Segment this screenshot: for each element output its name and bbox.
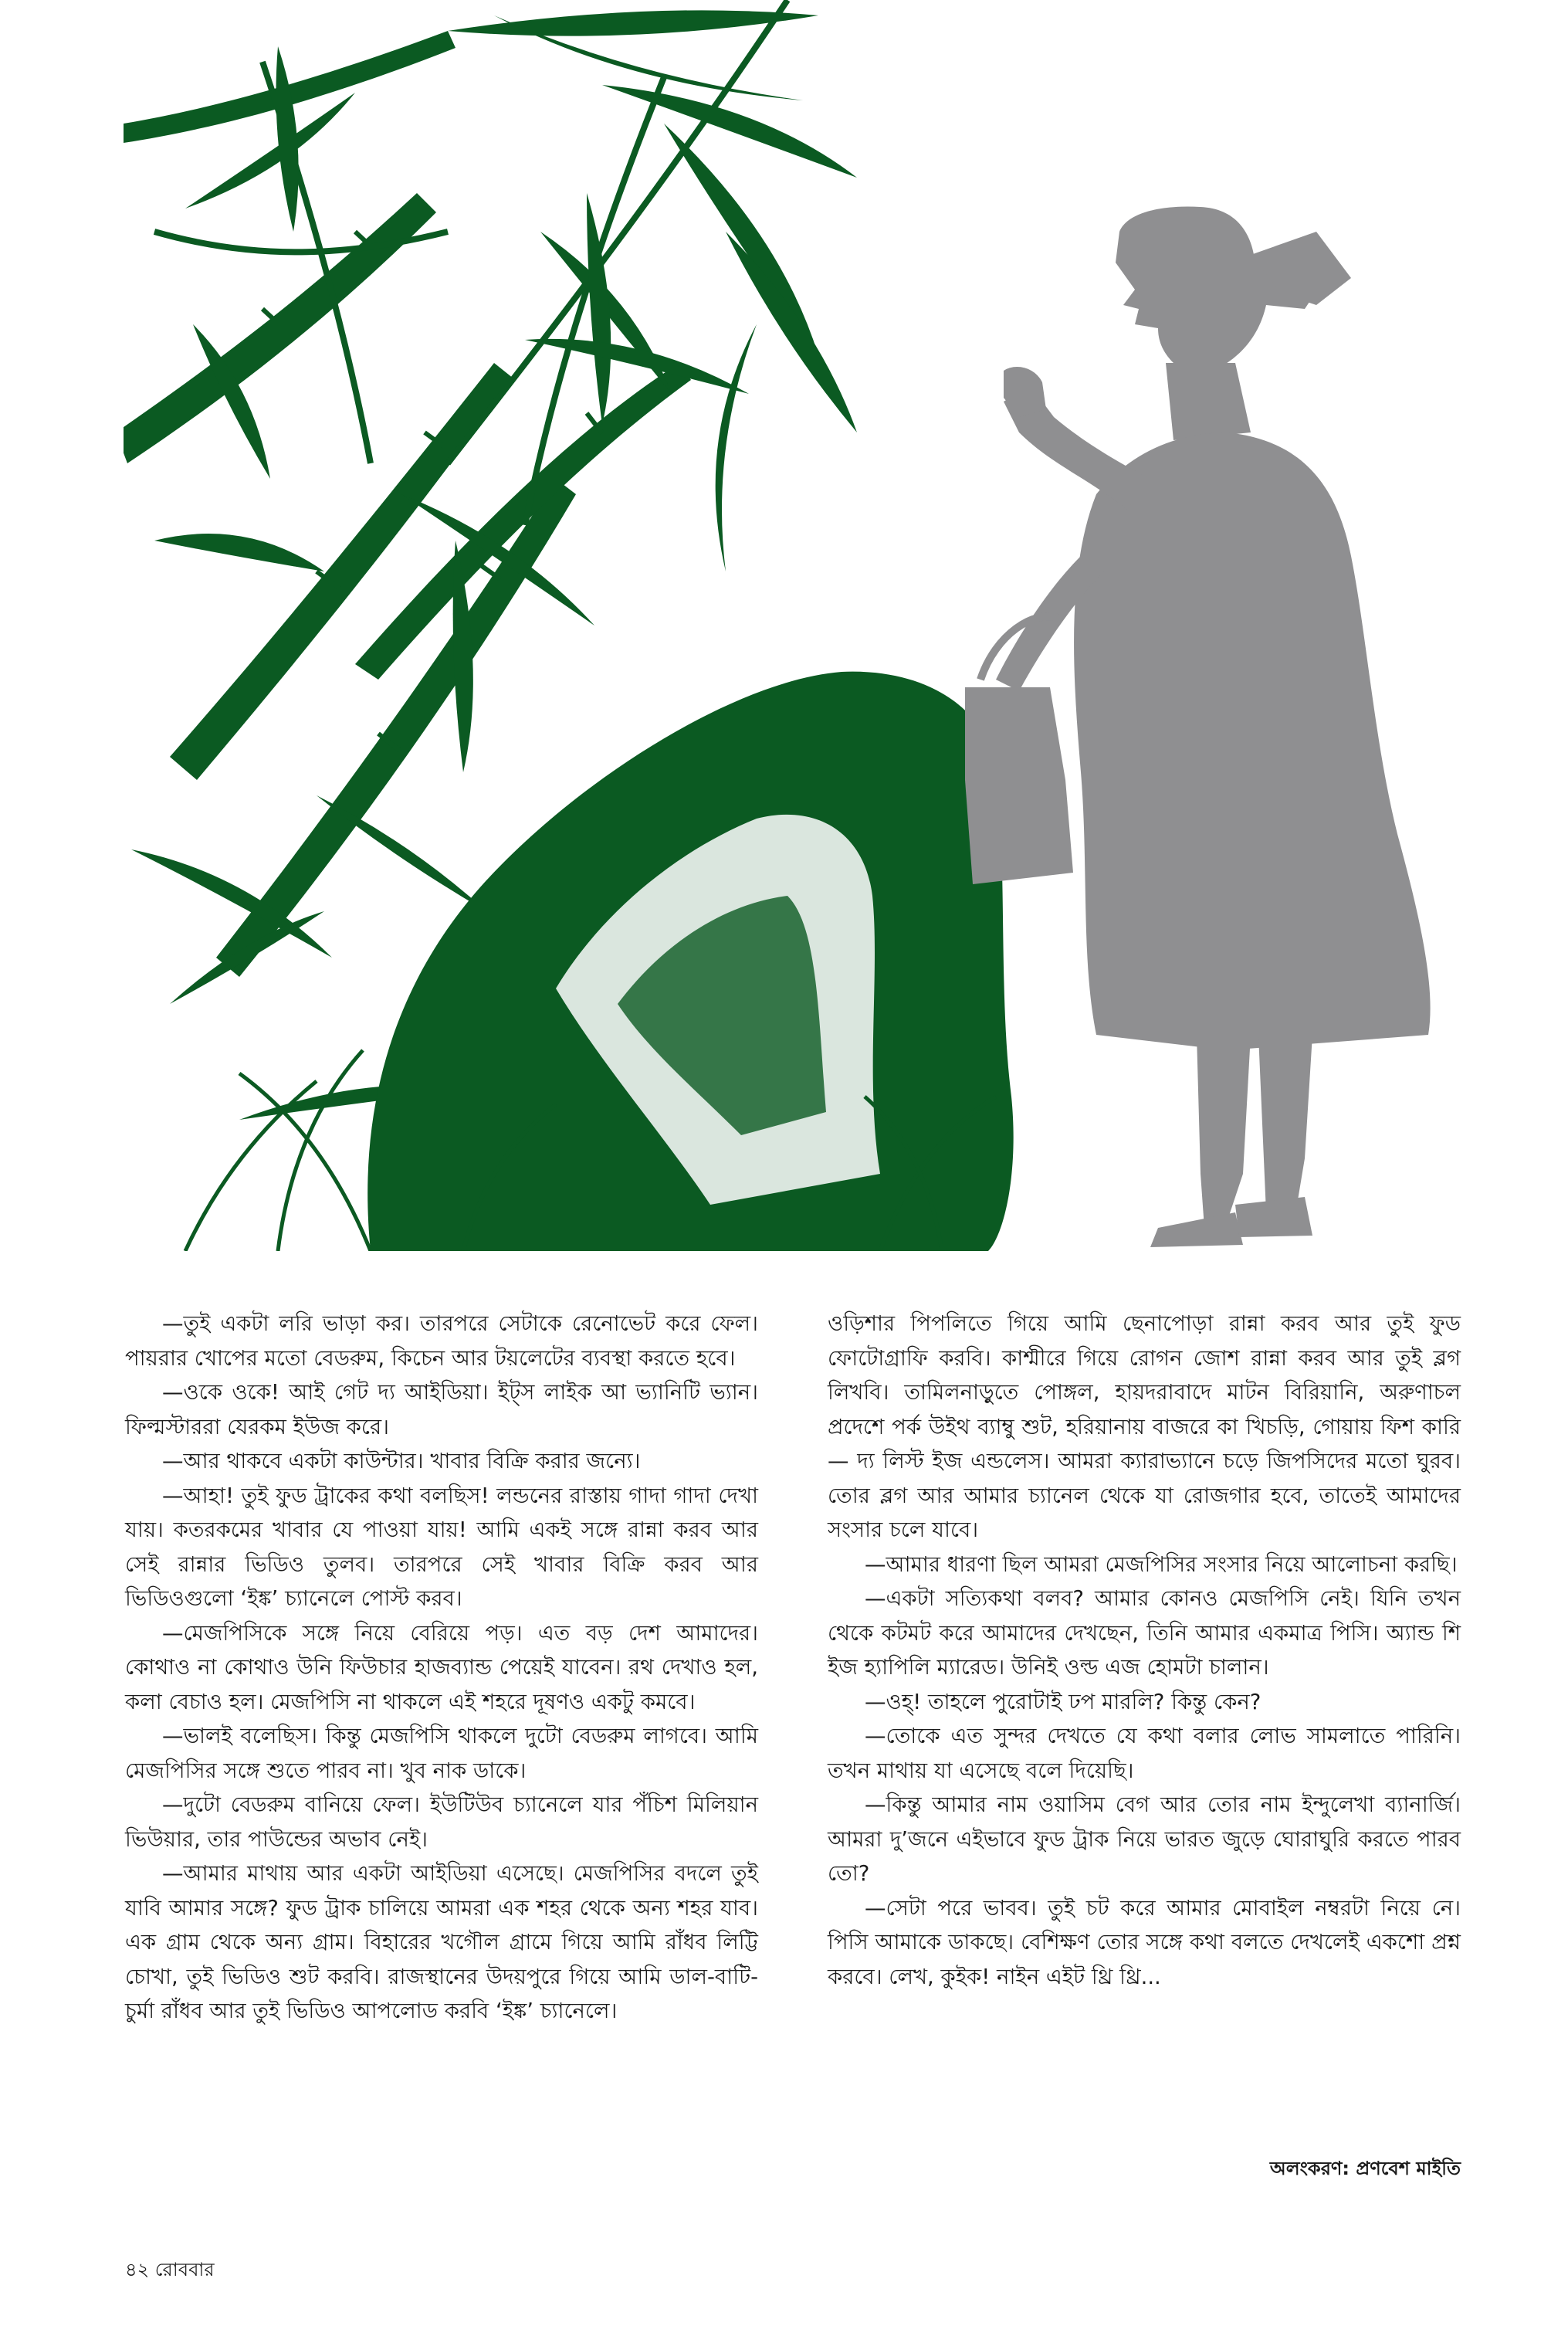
paragraph: —আহা! তুই ফুড ট্রাকের কথা বলছিস! লন্ডনের রাস্তায় গাদা গাদা দেখা যায়। কতরকমের খাবার যে পাওয়া যায়! আমি একই সঙ্গে রান্না করব আর সেই রান্নার ভিডিও তুলব। তারপরে সেই খাবার বিক্রি করব আর ভিডিওগুলো ‘ইঙ্ক’ চ্যানেলে পোস্ট করব। xyxy=(125,1483,758,1611)
illustration-credit: অলংকরণ: প্রণবেশ মাইতি xyxy=(1269,2158,1461,2179)
paragraph: —ভালই বলেছিস। কিন্তু মেজপিসি থাকলে দুটো বেডরুম লাগবে। আমি মেজপিসির সঙ্গে শুতে পারব না। খুব নাক ডাকে। xyxy=(125,1724,758,1783)
paragraph: —তোকে এত সুন্দর দেখতে যে কথা বলার লোভ সামলাতে পারিনি। তখন মাথায় যা এসেছে বলে দিয়েছি। xyxy=(828,1724,1461,1783)
paragraph: —ওকে ওকে! আই গেট দ্য আইডিয়া। ইট্‌স লাইক আ ভ্যানিটি ভ্যান। ফিল্মস্টাররা যেরকম ইউজ করে। xyxy=(125,1380,758,1439)
paragraph: ওড়িশার পিপলিতে গিয়ে আমি ছেনাপোড়া রান্না করব আর তুই ফুড ফোটোগ্রাফি করবি। কাশ্মীরে গিয়ে রোগন জোশ রান্না করব আর তুই ব্লগ লিখবি। তামিলনাড়ুতে পোঙ্গল, হায়দরাবাদে মাটন বিরিয়ানি, অরুণাচল প্রদেশে পর্ক উইথ ব্যাম্বু শুট, হরিয়ানায় বাজরে কা খিচড়ি, গোয়ায় ফিশ কারি— দ্য লিস্ট ইজ এন্ডলেস। আমরা ক্যারাভ্যানে চড়ে জিপসিদের মতো ঘুরব। তোর ব্লগ আর আমার চ্যানেল থেকে যা রোজগার হবে, তাতেই আমাদের সংসার চলে যাবে। xyxy=(828,1311,1461,1542)
paragraph: —আমার মাথায় আর একটা আইডিয়া এসেছে। মেজপিসির বদলে তুই যাবি আমার সঙ্গে? ফুড ট্রাক চালিয়ে আমরা এক শহর থেকে অন্য শহর যাব। এক গ্রাম থেকে অন্য গ্রাম। বিহারের খগৌল গ্রামে গিয়ে আমি রাঁধব লিট্টি চোখা, তুই ভিডিও শুট করবি। রাজস্থানের উদয়পুরে গিয়ে আমি ডাল-বাটি-চুর্মা রাঁধব আর তুই ভিডিও আপলোড করবি ‘ইঙ্ক’ চ্যানেলে। xyxy=(125,1861,758,2023)
paragraph: —কিন্তু আমার নাম ওয়াসিম বেগ আর তোর নাম ইন্দুলেখা ব্যানার্জি। আমরা দু’জনে এইভাবে ফুড ট্রাক নিয়ে ভারত জুড়ে ঘোরাঘুরি করতে পারব তো? xyxy=(828,1792,1461,1886)
page-folio: ৪২ রোববার xyxy=(125,2259,215,2280)
article-column-left xyxy=(125,1307,758,2029)
paragraph: —একটা সত্যিকথা বলব? আমার কোনও মেজপিসি নেই। যিনি তখন থেকে কটমট করে আমাদের দেখছেন, তিনি আমার একমাত্র পিসি। অ্যান্ড শি ইজ হ্যাপিলি ম্যারেড। উনিই ওল্ড এজ হোমটা চালান। xyxy=(828,1586,1461,1680)
paragraph: —তুই একটা লরি ভাড়া কর। তারপরে সেটাকে রেনোভেট করে ফেল। পায়রার খোপের মতো বেডরুম, কিচেন আর টয়লেটের ব্যবস্থা করতে হবে। xyxy=(125,1311,758,1371)
paragraph: —দুটো বেডরুম বানিয়ে ফেল। ইউটিউব চ্যানেলে যার পঁচিশ মিলিয়ান ভিউয়ার, তার পাউন্ডের অভাব নেই। xyxy=(125,1792,758,1852)
paragraph: —ওহ্! তাহলে পুরোটাই ঢপ মারলি? কিন্তু কেন? xyxy=(865,1689,1262,1714)
paragraph: —আমার ধারণা ছিল আমরা মেজপিসির সংসার নিয়ে আলোচনা করছি। xyxy=(865,1551,1458,1577)
bamboo-painting xyxy=(124,0,1014,1251)
paragraph: —সেটা পরে ভাবব। তুই চট করে আমার মোবাইল নম্বরটা নিয়ে নে। পিসি আমাকে ডাকছে। বেশিক্ষণ তোর সঙ্গে কথা বলতে দেখলেই একশো প্রশ্ন করবে। লেখ, কুইক! নাইন এইট থ্রি থ্রি... xyxy=(828,1895,1461,1989)
article-column-right xyxy=(828,1307,1461,1994)
bamboo-and-woman-silhouette-illustration xyxy=(124,0,1482,1251)
woman-silhouette xyxy=(965,206,1431,1247)
paragraph: —আর থাকবে একটা কাউন্টার। খাবার বিক্রি করার জন্যে। xyxy=(162,1449,641,1473)
paragraph: —মেজপিসিকে সঙ্গে নিয়ে বেরিয়ে পড়। এত বড় দেশ আমাদের। কোথাও না কোথাও উনি ফিউচার হাজব্যান্ড পেয়েই যাবেন। রথ দেখাও হল, কলা বেচাও হল। মেজপিসি না থাকলে এই শহরে দূষণও একটু কমবে। xyxy=(125,1620,758,1714)
story-illustration xyxy=(124,0,1482,1251)
